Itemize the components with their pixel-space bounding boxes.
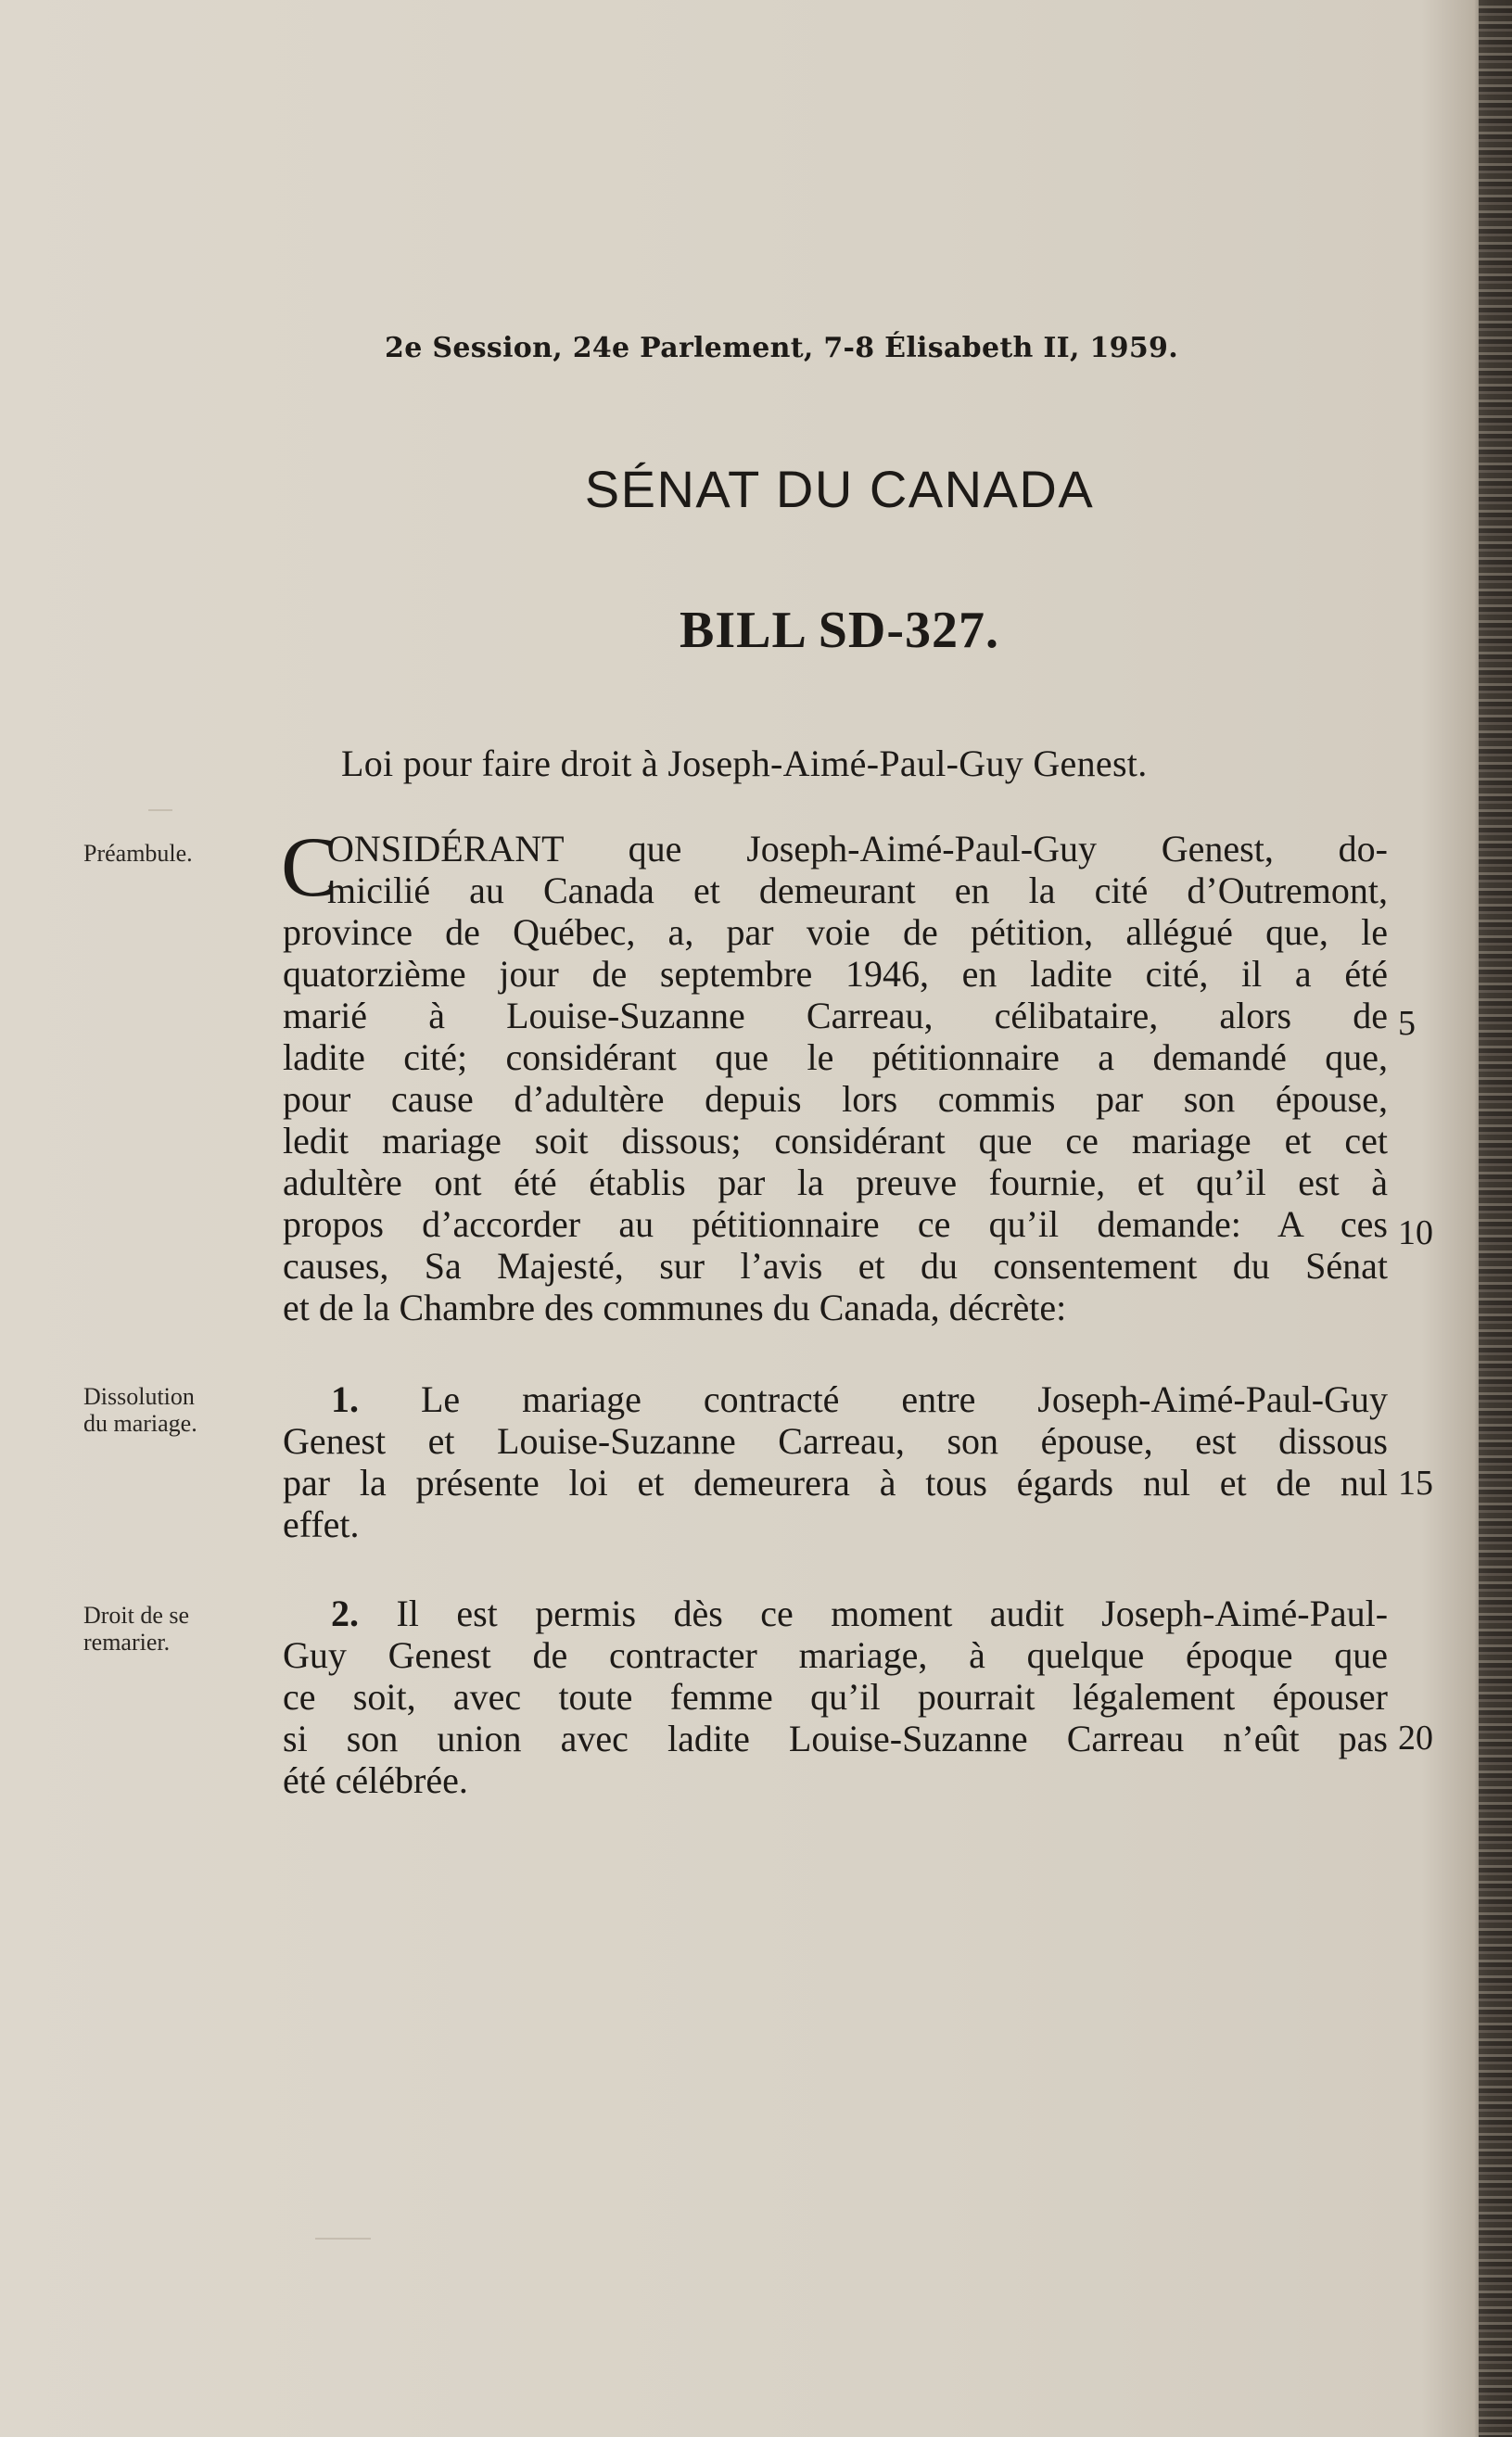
section-2-paragraph: [283, 1593, 1388, 1801]
section-1-paragraph: [283, 1378, 1388, 1545]
page-edge-shadow: [1479, 0, 1512, 2437]
bill-title: Loi pour faire droit à Joseph-Aimé-Paul-Guy Genest.: [341, 743, 1148, 784]
section-line-text: Il est permis dès ce moment audit Joseph-Aimé-Paul-: [396, 1593, 1389, 1634]
section-line: ce soit, avec toute femme qu’il pourrait légalement épouser: [283, 1676, 1388, 1718]
margin-note-remarry: [83, 1602, 189, 1656]
section-line: Guy Genest de contracter mariage, à quelque époque que: [283, 1634, 1388, 1676]
margin-note-preamble: Préambule.: [83, 840, 193, 867]
section-line: Genest et Louise-Suzanne Carreau, son épouse, est dissous: [283, 1420, 1388, 1462]
bill-number: BILL SD-327.: [680, 602, 999, 659]
section-line: été célébrée.: [283, 1759, 468, 1801]
paper-mark: [315, 2238, 371, 2240]
margin-note-remarry-line1: Droit de se: [83, 1602, 190, 1629]
session-line: 2e Session, 24e Parlement, 7-8 Élisabeth II, 1959.: [385, 332, 1178, 364]
preamble-line: et de la Chambre des communes du Canada, décrète:: [283, 1287, 1067, 1328]
senate-title: SÉNAT DU CANADA: [584, 460, 1095, 518]
line-number-5: 5: [1398, 1004, 1416, 1043]
section-line: effet.: [283, 1504, 360, 1545]
line-number-20: 20: [1398, 1719, 1433, 1758]
preamble-line: micilié au Canada et demeurant en la cité d’Outremont,: [327, 869, 1388, 911]
section-line: [283, 1593, 1388, 1634]
dropcap-letter: C: [281, 819, 338, 914]
margin-note-remarry-line2: remarier.: [83, 1629, 171, 1656]
section-line: si son union avec ladite Louise-Suzanne Carreau n’eût pas: [283, 1718, 1388, 1759]
preamble-paragraph: [281, 819, 1388, 1328]
preamble-line: ONSIDÉRANT que Joseph-Aimé-Paul-Guy Genest, do-: [327, 828, 1388, 869]
section-number: 1.: [331, 1378, 359, 1420]
preamble-line: quatorzième jour de septembre 1946, en ladite cité, il a été: [283, 953, 1388, 995]
section-number: 2.: [331, 1593, 359, 1634]
section-line: [283, 1378, 1388, 1420]
paper-mark: [148, 809, 172, 811]
line-number-10: 10: [1398, 1213, 1433, 1252]
preamble-line: ledit mariage soit dissous; considérant que ce mariage et cet: [283, 1120, 1388, 1161]
preamble-line: pour cause d’adultère depuis lors commis par son épouse,: [283, 1078, 1388, 1120]
preamble-line: marié à Louise-Suzanne Carreau, célibataire, alors de: [283, 995, 1388, 1036]
line-number-15: 15: [1398, 1464, 1433, 1503]
section-line: par la présente loi et demeurera à tous égards nul et de nul: [283, 1462, 1388, 1504]
section-line-text: Le mariage contracté entre Joseph-Aimé-Paul-Guy: [420, 1378, 1389, 1420]
margin-note-dissolution-line1: Dissolution: [83, 1383, 195, 1410]
preamble-line: propos d’accorder au pétitionnaire ce qu’il demande: A ces: [283, 1203, 1388, 1245]
margin-note-dissolution: [83, 1383, 197, 1437]
preamble-line: adultère ont été établis par la preuve fournie, et qu’il est à: [283, 1161, 1388, 1203]
preamble-line: province de Québec, a, par voie de pétition, allégué que, le: [283, 911, 1388, 953]
preamble-line: causes, Sa Majesté, sur l’avis et du consentement du Sénat: [283, 1245, 1388, 1287]
margin-note-dissolution-line2: du mariage.: [83, 1410, 197, 1437]
preamble-line: ladite cité; considérant que le pétitionnaire a demandé que,: [283, 1036, 1388, 1078]
